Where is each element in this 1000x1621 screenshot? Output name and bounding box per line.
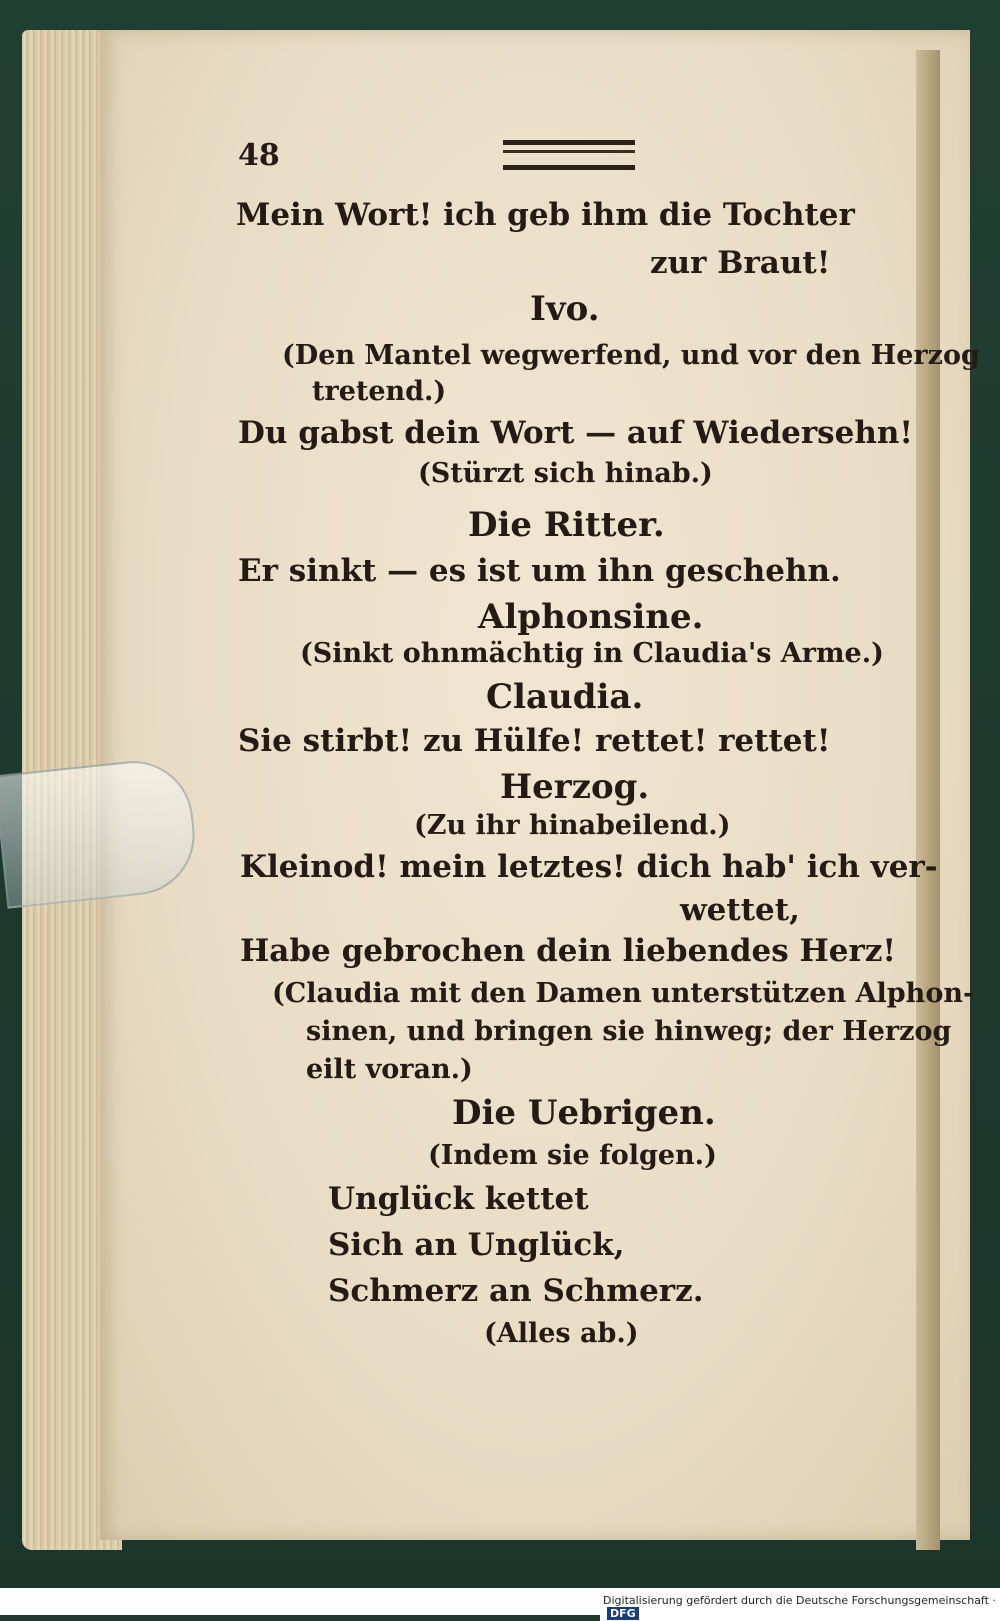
stage-direction: eilt voran.) (306, 1054, 473, 1085)
text-line: Mein Wort! ich geb ihm die Tochter (236, 197, 855, 233)
text-line: Er sinkt — es ist um ihn geschehn. (238, 553, 841, 589)
verse-line: Unglück kettet (328, 1181, 589, 1217)
stage-direction: tretend.) (312, 376, 447, 407)
stage-direction: sinen, und bringen sie hinweg; der Herzog (306, 1016, 952, 1047)
stage-direction: (Zu ihr hinabeilend.) (414, 810, 731, 841)
text-line: Du gabst dein Wort — auf Wiedersehn! (238, 415, 914, 451)
speaker-die-uebrigen: Die Uebrigen. (452, 1093, 716, 1133)
speaker-alphonsine: Alphonsine. (478, 597, 704, 637)
speaker-ivo: Ivo. (530, 289, 600, 329)
text-line: zur Braut! (650, 245, 831, 281)
speaker-claudia: Claudia. (486, 677, 644, 717)
speaker-die-ritter: Die Ritter. (468, 505, 665, 545)
stage-direction: (Stürzt sich hinab.) (418, 458, 713, 489)
text-line: wettet, (680, 892, 800, 928)
text-line: Kleinod! mein letztes! dich hab' ich ver- (240, 849, 938, 885)
text-line: Habe gebrochen dein liebendes Herz! (240, 933, 897, 969)
stage-direction: (Den Mantel wegwerfend, und vor den Herzog (282, 340, 980, 371)
speaker-herzog: Herzog. (500, 767, 650, 807)
credit-text: Digitalisierung gefördert durch die Deutsche Forschungsgemeinschaft (603, 1594, 989, 1607)
verse-line: Sich an Unglück, (328, 1227, 625, 1263)
stage-direction: (Sinkt ohnmächtig in Claudia's Arme.) (300, 638, 884, 669)
digitization-credit: Digitalisierung gefördert durch die Deutsche Forschungsgemeinschaft · DFG (600, 1593, 1000, 1621)
dfg-logo: DFG (607, 1607, 639, 1620)
page-number: 48 (238, 138, 280, 173)
header-rule (503, 140, 635, 170)
stage-direction: (Indem sie folgen.) (428, 1140, 717, 1171)
verse-line: Schmerz an Schmerz. (328, 1273, 704, 1309)
text-line: Sie stirbt! zu Hülfe! rettet! rettet! (238, 723, 831, 759)
stage-direction: (Alles ab.) (484, 1318, 639, 1349)
stage-direction: (Claudia mit den Damen unterstützen Alphon- (272, 978, 975, 1009)
